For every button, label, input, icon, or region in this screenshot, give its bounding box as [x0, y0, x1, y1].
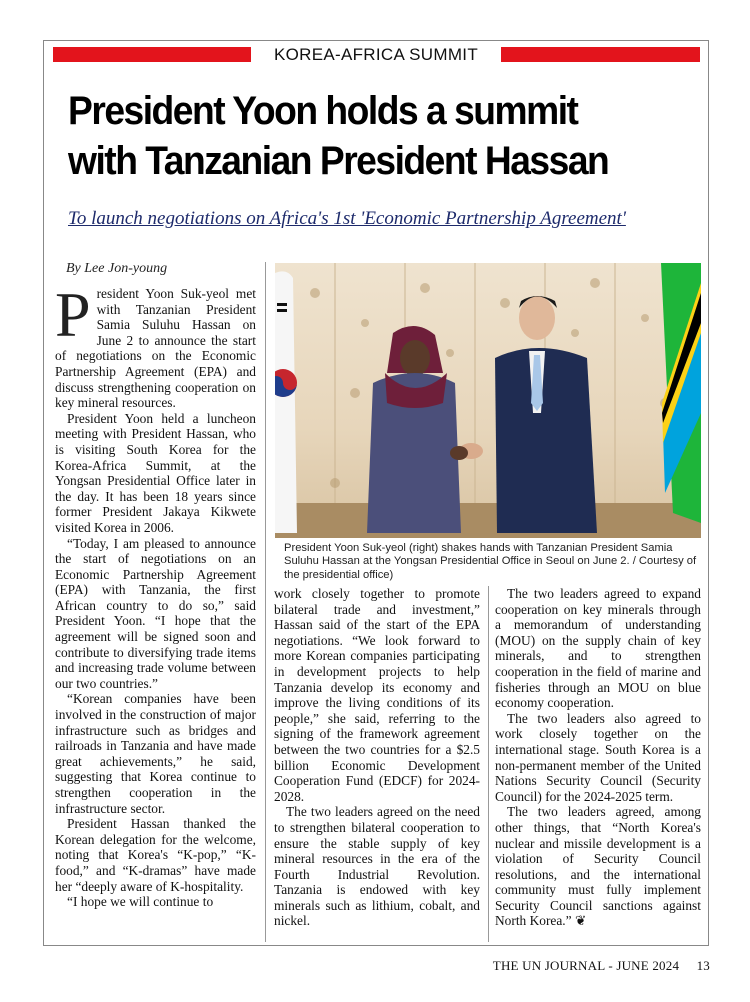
- article-paragraph: “Today, I am pleased to announce the start of negotiations on an Economic Partnership Agreement (EPA) with Tanzania, the first African country to do so,” said President Yoon. “I hope that the agreement will be signed soon and contribute to diversifying trade items and increasing trade volume between our two countries.”: [55, 535, 256, 691]
- section-bar-left: [53, 47, 251, 62]
- photo-caption: President Yoon Suk-yeol (right) shakes hands with Tanzanian President Samia Suluhu Hassan at the Yongsan Presidential Office in Seoul on June 2. / Courtesy of the presidential office): [284, 542, 697, 581]
- article-paragraph: The two leaders also agreed to work closely together on the international stage. South Korea is a non-permanent member of the United Nations Security Council (Security Council) for the 2024-2025 term.: [495, 710, 701, 804]
- headline-line-2: with Tanzanian President Hassan: [68, 139, 609, 183]
- article-column-2: [274, 586, 480, 929]
- headline-line-1: President Yoon holds a summit: [68, 89, 578, 133]
- article-paragraph: The two leaders agreed to expand cooperation on key minerals through a memorandum of understanding (MOU) on the supply chain of key minerals, and to strengthen cooperation in the field of marine and fisheries through an MOU on blue economy cooperation.: [495, 586, 701, 711]
- paragraph-text: resident Yoon Suk-yeol met with Tanzanian President Samia Suluhu Hassan on June 2 to announce the start of negotiations on the Economic Partnership Agreement (EPA) and discuss strengthening cooperation on key mineral resources.: [55, 286, 256, 411]
- byline: By Lee Jon-young: [66, 261, 168, 276]
- article-paragraph: “Korean companies have been involved in the construction of major infrastructure such as bridges and railroads in Tanzania and have made great achievements,” he said, suggesting that Korea continue to strengthen cooperation in the infrastructure sector.: [55, 691, 256, 816]
- section-label: KOREA-AFRICA SUMMIT: [273, 45, 479, 64]
- column-divider: [488, 586, 489, 942]
- section-bar-right: [501, 47, 700, 62]
- article-paragraph: [495, 804, 701, 929]
- article-paragraph: The two leaders agreed on the need to strengthen bilateral cooperation to ensure the stable supply of key mineral resources in the era of the Fourth Industrial Revolution. Tanzania is endowed with key minerals such as lithium, cobalt, and nickel.: [274, 804, 480, 929]
- end-mark-icon: ❦: [574, 913, 587, 929]
- column-divider: [265, 262, 266, 942]
- paragraph-text: The two leaders agreed, among other things, that “North Korea's nuclear and missile development is a violation of Security Council resolutions, and the international community must fully implement Security Council sanctions against North Korea.”: [495, 804, 701, 929]
- article-paragraph: work closely together to promote bilateral trade and investment,” Hassan said of the start of the EPA negotiations. “We look forward to more Korean companies participating in development projects to help Tanzania develop its economy and improve the living conditions of its people,” she said, referring to the signing of the framework agreement between the two countries for a $2.5 billion Economic Development Cooperation Fund (EDCF) for 2024-2028.: [274, 586, 480, 804]
- subheadline: To launch negotiations on Africa's 1st 'Economic Partnership Agreement': [68, 208, 626, 229]
- summit-photo: [275, 263, 701, 538]
- drop-cap: P: [55, 279, 91, 350]
- article-paragraph: [55, 279, 256, 411]
- handshake-photo-illustration: [275, 263, 701, 538]
- page-number: 13: [696, 958, 710, 973]
- article-paragraph: President Yoon held a luncheon meeting with President Hassan, who is visiting South Korea for the Korea-Africa Summit, at the Yongsan Presidential Office later in the day. It has been 18 years since former President Jakaya Kikwete visited Korea in 2006.: [55, 410, 256, 535]
- article-paragraph: President Hassan thanked the Korean delegation for the welcome, noting that Korea's “K-pop,” “K-food,” and “K-dramas” have made her “deeply aware of K-hospitality.: [55, 816, 256, 894]
- page-footer: [493, 958, 710, 974]
- footer-publication: THE UN JOURNAL - JUNE 2024: [492, 958, 680, 973]
- article-column-3: [495, 586, 701, 929]
- article-paragraph: “I hope we will continue to: [67, 894, 214, 910]
- headline: [68, 86, 654, 186]
- article-column-1: [55, 279, 256, 910]
